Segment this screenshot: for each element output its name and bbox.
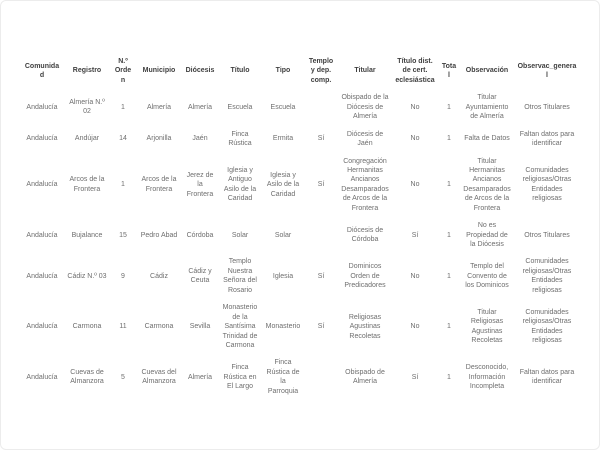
table-cell: Almería: [187, 373, 213, 381]
column-header-10: Título dist. de cert. eclesiástica: [395, 58, 435, 84]
table-cell: [304, 354, 338, 400]
table-cell: Solar: [231, 231, 249, 239]
table-header-row: [20, 53, 580, 89]
table-cell: Monasterio: [265, 323, 301, 331]
column-header-12: Observación: [465, 67, 509, 75]
table-cell: Sí: [317, 323, 325, 331]
table-row: [20, 253, 580, 299]
table-cell: [304, 217, 338, 253]
table-cell: No: [410, 272, 420, 280]
table-cell: Titular Religiosas Agustinas Recoletas: [470, 308, 504, 345]
table-cell: No: [410, 135, 420, 143]
table-cell: Cádiz N.º 03: [67, 272, 107, 280]
table-cell: 1: [447, 323, 451, 331]
table-cell: Arcos de la Frontera: [141, 176, 177, 193]
table-cell: Templo Nuestra Señora del Rosario: [223, 258, 257, 294]
table-cell: Sevilla: [189, 323, 211, 331]
table-cell: 1: [447, 181, 451, 189]
table-cell: Obispado de Almería: [345, 368, 385, 386]
table-cell: Monasterio de la Santísima Trinidad de Carmona: [222, 304, 258, 349]
table-cell: No es Propiedad de la Diócesis: [466, 222, 508, 248]
table-cell: Templo del Convento de los Dominicos: [465, 263, 509, 290]
table-cell: 1: [447, 103, 451, 111]
table-cell: Pedro Abad: [140, 231, 178, 239]
table-cell: Escuela: [270, 103, 296, 111]
table-cell: Almería: [187, 103, 213, 111]
column-header-1: Comunidad: [24, 62, 60, 80]
table-cell: Andújar: [74, 135, 100, 143]
table-cell: Andalucía: [26, 181, 58, 189]
table-cell: Solar: [274, 231, 292, 239]
column-header-2: Registro: [72, 67, 102, 75]
table-cell: Iglesia y Antiguo Asilo de la Caridad: [223, 166, 257, 203]
table-cell: Escuela: [227, 103, 253, 111]
table-cell: No: [410, 181, 420, 189]
table-cell: 1: [447, 373, 451, 381]
table-row: [20, 153, 580, 218]
table-cell: Andalucía: [26, 103, 58, 111]
table-cell: Cuevas del Almanzora: [141, 368, 177, 386]
column-header-5: Diócesis: [185, 67, 215, 75]
table-cell: Finca Rústica: [228, 130, 252, 148]
table-cell: 15: [119, 231, 127, 239]
table-cell: Sí: [411, 231, 419, 239]
table-cell: Andalucía: [26, 135, 58, 143]
table-cell: 5: [121, 373, 125, 381]
table-cell: Falta de Datos: [464, 135, 510, 143]
table-cell: Otros Titulares: [524, 103, 570, 111]
table-cell: Córdoba: [186, 231, 214, 239]
table-cell: Faltan datos para identificar: [519, 368, 575, 386]
table-cell: Finca Rústica en El Largo: [223, 364, 257, 390]
column-header-11: Total: [441, 62, 457, 80]
table-cell: Ermita: [272, 135, 294, 143]
table-cell: 1: [447, 231, 451, 239]
table-row: [20, 217, 580, 253]
table-row: [20, 299, 580, 354]
table-cell: Sí: [317, 272, 325, 280]
records-table: [20, 53, 580, 400]
table-cell: 1: [121, 181, 125, 189]
table-cell: Diócesis de Jaén: [346, 130, 384, 148]
table-cell: Jerez de la Frontera: [186, 171, 214, 198]
column-header-9: Titular: [354, 67, 376, 75]
table-cell: Desconocido, Información Incompleta: [465, 364, 509, 390]
table-row: [20, 89, 580, 125]
table-cell: Faltan datos para identificar: [519, 130, 575, 148]
table-cell: Sí: [317, 181, 325, 189]
table-cell: Carmona: [72, 323, 102, 331]
table-cell: Cádiz: [150, 272, 168, 280]
table-cell: Cuevas de Almanzora: [70, 368, 104, 386]
table-cell: Andalucía: [26, 373, 58, 381]
table-cell: [304, 89, 338, 125]
table-cell: 1: [447, 135, 451, 143]
table-cell: Comunidades religiosas/Otras Entidades religiosas: [522, 308, 572, 345]
table-cell: Comunidades religiosas/Otras Entidades religiosas: [522, 258, 572, 294]
table-cell: Almería N.º 02: [69, 99, 105, 116]
table-header: [20, 53, 580, 89]
table-cell: Iglesia: [272, 272, 294, 280]
table-cell: Sí: [411, 373, 419, 381]
table-cell: 1: [121, 103, 125, 111]
table-cell: Finca Rústica de la Parroquia: [266, 359, 300, 395]
table-cell: Obispado de la Diócesis de Almería: [341, 94, 389, 121]
table-cell: 11: [119, 323, 127, 331]
table-cell: Comunidades religiosas/Otras Entidades religiosas: [522, 166, 572, 203]
column-header-7: Tipo: [275, 67, 291, 75]
table-cell: Sí: [317, 135, 325, 143]
table-cell: No: [410, 323, 420, 331]
column-header-3: N.º Orden: [114, 58, 132, 84]
table-cell: Diócesis de Córdoba: [346, 226, 384, 244]
table-cell: Andalucía: [26, 323, 58, 331]
table-cell: Andalucía: [26, 272, 58, 280]
column-header-4: Municipio: [142, 67, 176, 75]
column-header-8: Templo y dep. comp.: [308, 58, 334, 84]
table-cell: Otros Titulares: [524, 231, 570, 239]
table-cell: Arjonilla: [146, 135, 172, 143]
column-header-13: Observac_general: [517, 62, 577, 80]
table-cell: Andalucía: [26, 231, 58, 239]
table-cell: Carmona: [144, 323, 174, 331]
column-header-6: Título: [230, 67, 250, 75]
table-cell: 14: [119, 135, 127, 143]
table-cell: No: [410, 103, 420, 111]
table-cell: Arcos de la Frontera: [69, 176, 105, 193]
table-cell: Titular Hermanitas Ancianos Desamparados de Arcos de la Frontera: [463, 157, 511, 212]
table-cell: Congregación Hermanitas Ancianos Desamparados de Arcos de la Frontera: [341, 157, 389, 212]
table-cell: Bujalance: [71, 231, 103, 239]
table-body: [20, 89, 580, 400]
table-cell: Titular Ayuntamiento de Almería: [465, 94, 509, 121]
table-cell: Almería: [146, 103, 172, 111]
table-cell: 9: [121, 272, 125, 280]
table-cell: 1: [447, 272, 451, 280]
table-cell: Jaén: [192, 135, 208, 143]
table-row: [20, 354, 580, 400]
table-cell: Iglesia y Asilo de la Caridad: [266, 171, 300, 198]
table-cell: Cádiz y Ceuta: [188, 267, 212, 285]
table-cell: Religiosas Agustinas Recoletas: [348, 313, 382, 340]
table-row: [20, 126, 580, 153]
table-cell: Dominicos Orden de Predicadores: [344, 263, 386, 290]
